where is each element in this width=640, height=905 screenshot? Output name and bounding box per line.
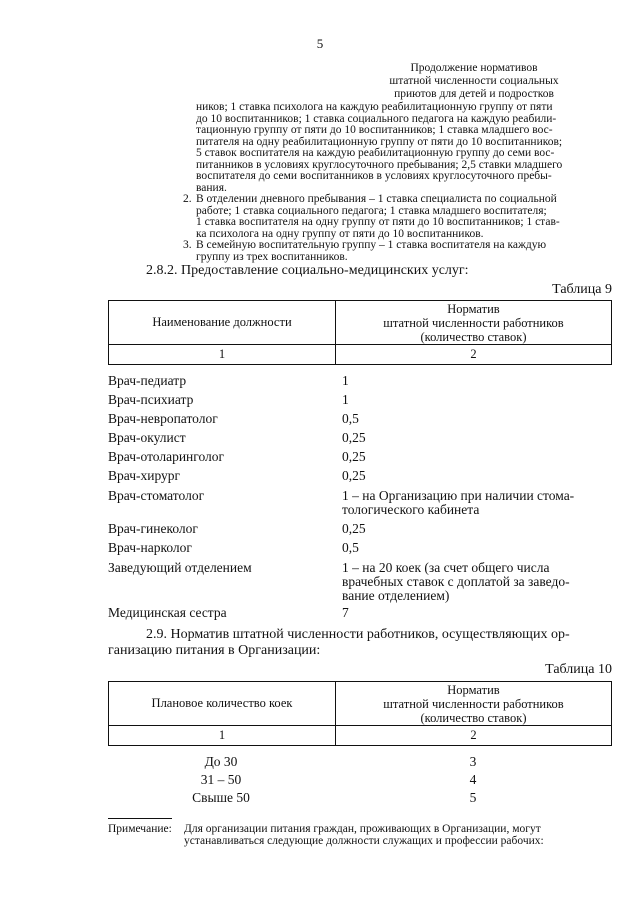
intro-paragraph [196, 102, 611, 194]
position-value: 0,25 [342, 430, 366, 445]
table-10-col-2-number: 2 [336, 726, 612, 746]
col-2-header-line: штатной численности работников [383, 696, 564, 711]
col-2-header-line: (количество ставок) [420, 329, 527, 344]
position-value: 1 – на Организацию при наличии стома- тологического кабинета [342, 488, 575, 517]
table-9-row [108, 468, 366, 483]
position-value: 0,25 [342, 449, 366, 464]
table-9-header [108, 300, 612, 365]
position-value: 1 [342, 392, 349, 407]
intro-line: вания. [196, 181, 227, 194]
item-3-line: В семейную воспитательную группу – 1 ставка воспитателя на каждую [196, 239, 547, 251]
position-value: 0,25 [342, 468, 366, 483]
note-text [184, 823, 612, 847]
item-3-line: группу из трех воспитанников. [196, 250, 348, 263]
position-name: Врач-отоларинголог [108, 449, 225, 464]
footnote-divider [108, 818, 172, 819]
position-value: 7 [342, 605, 349, 620]
table-10-row [108, 790, 334, 806]
col-2-header-line: (количество ставок) [420, 710, 527, 725]
table-10-header [108, 681, 612, 746]
position-name: Врач-педиатр [108, 373, 187, 388]
section-2-8-2-heading: 2.8.2. Предоставление социально-медицинских услуг: [146, 263, 469, 278]
intro-line: питанников в условиях круглосуточного пребывания; 2,5 ставки младшего [196, 158, 563, 171]
intro-line: ников; 1 ставка психолога на каждую реабилитационную группу от пяти [196, 101, 553, 113]
table-9-col-1-header: Наименование должности [109, 301, 336, 345]
beds-range: До 30 [204, 754, 238, 769]
table-10-col-2-header [336, 682, 612, 726]
page-number: 5 [316, 36, 324, 51]
beds-range: Свыше 50 [192, 790, 250, 805]
running-header [354, 62, 594, 101]
table-9-col-2-number: 2 [336, 345, 612, 365]
table-10-row [108, 754, 334, 770]
position-name: Врач-окулист [108, 430, 186, 445]
col-2-header-line: Норматив [447, 682, 500, 697]
table-9-caption: Таблица 9 [552, 282, 612, 297]
staff-value: 5 [469, 790, 477, 805]
header-line-3: приютов для детей и подростков [394, 88, 554, 100]
note-label: Примечание: [108, 823, 172, 835]
position-value: 0,5 [342, 411, 359, 426]
note-line: устанавливаться следующие должности служащих и профессии рабочих: [184, 835, 544, 847]
table-10-value [334, 754, 612, 770]
table-10-caption: Таблица 10 [545, 662, 612, 677]
intro-line: питателя на одну реабилитационную группу от пяти до 10 воспитанников; [196, 135, 563, 148]
table-9-row [108, 449, 366, 464]
position-name: Врач-хирург [108, 468, 181, 483]
table-9-row [108, 605, 349, 620]
table-10-value [334, 772, 612, 788]
position-name: Заведующий отделением [108, 560, 252, 575]
position-name: Медицинская сестра [108, 605, 227, 620]
position-value: 0,5 [342, 540, 359, 555]
col-2-header-line: штатной численности работников [383, 315, 564, 330]
position-value: 1 – на 20 коек (за счет общего числа врачебных ставок с доплатой за заведо- вание отделением) [342, 560, 570, 603]
table-9-row [108, 430, 366, 445]
intro-line: 5 ставок воспитателя на каждую реабилитационную группу до семи вос- [196, 147, 555, 159]
table-9-row [108, 411, 359, 426]
position-name: Врач-стоматолог [108, 488, 205, 503]
intro-line: тационную группу от пяти до 10 воспитанников; 1 ставка младшего вос- [196, 124, 553, 136]
table-9-col-1-number: 1 [109, 345, 336, 365]
table-9-col-2-header [336, 301, 612, 345]
position-name: Врач-невропатолог [108, 411, 218, 426]
staff-value: 4 [469, 772, 477, 787]
table-10-col-1-header: Плановое количество коек [109, 682, 336, 726]
table-10-value [334, 790, 612, 806]
table-9-row [108, 373, 349, 388]
header-line-1: Продолжение нормативов [410, 62, 538, 74]
table-9-row [108, 488, 575, 517]
table-9-row [108, 392, 349, 407]
item-2-number: 2. [183, 193, 192, 205]
item-2-line: 1 ставка воспитателя на одну группу от пяти до 10 воспитанников; 1 став- [196, 216, 560, 228]
item-2-text [196, 194, 611, 240]
table-10-row [108, 772, 334, 788]
beds-range: 31 – 50 [200, 772, 242, 787]
item-2-line: работе; 1 ставка социального педагога; 1 ставка младшего воспитателя; [196, 204, 547, 217]
position-value: 0,25 [342, 521, 366, 536]
col-2-header-line: Норматив [447, 301, 500, 316]
section-2-9-paragraph [108, 627, 612, 659]
table-10-col-1-number: 1 [109, 726, 336, 746]
position-name: Врач-психиатр [108, 392, 194, 407]
item-2-line: В отделении дневного пребывания – 1 ставка специалиста по социальной [196, 193, 557, 205]
intro-line: до 10 воспитанников; 1 ставка социального педагога на каждую реабили- [196, 112, 557, 125]
table-9-row [108, 560, 570, 603]
table-9-row [108, 540, 359, 555]
item-3-text [196, 240, 611, 263]
note-line: Для организации питания граждан, проживающих в Организации, могут [184, 823, 541, 835]
section-2-9-line: ганизацию питания в Организации: [108, 643, 321, 658]
position-name: Врач-нарколог [108, 540, 192, 555]
header-line-2: штатной численности социальных [389, 75, 559, 87]
intro-line: воспитателя до семи воспитанников в условиях круглосуточного пребы- [196, 170, 552, 182]
item-2-line: ка психолога на одну группу от пяти до 10 воспитанников. [196, 227, 484, 240]
staff-value: 3 [469, 754, 477, 769]
position-name: Врач-гинеколог [108, 521, 198, 536]
table-9-row [108, 521, 366, 536]
position-value: 1 [342, 373, 349, 388]
section-2-9-line: 2.9. Норматив штатной численности работников, осуществляющих ор- [146, 627, 570, 642]
item-3-number: 3. [183, 239, 192, 251]
